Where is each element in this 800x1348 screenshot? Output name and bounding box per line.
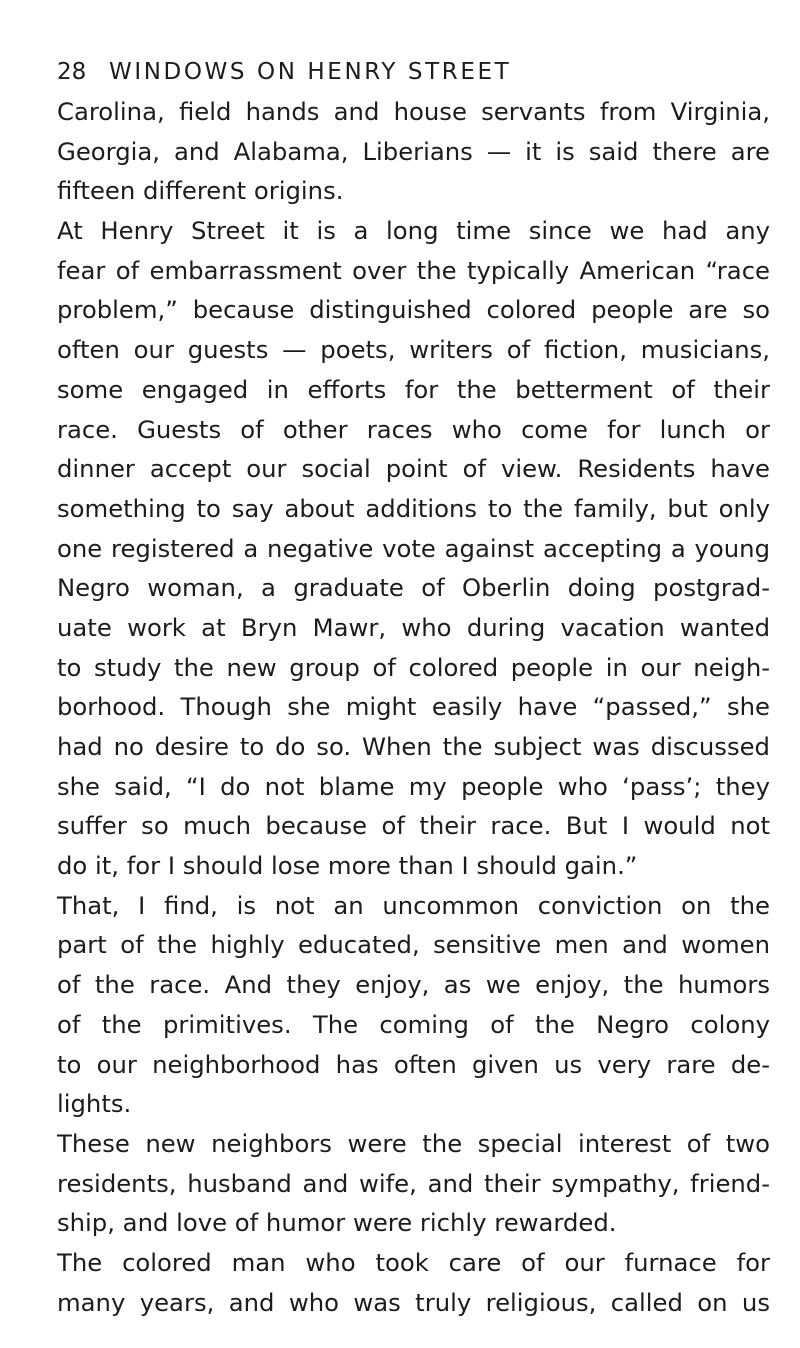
text-line: of the primitives. The coming of the Negro colony bbox=[57, 1009, 770, 1039]
text-line: borhood. Though she might easily have “passed,” she bbox=[57, 692, 770, 722]
text-line: suffer so much because of their race. But I would not bbox=[57, 811, 770, 841]
text-line: often our guests — poets, writers of fiction, musicians, bbox=[57, 335, 770, 365]
text-line: residents, husband and wife, and their sympathy, friend- bbox=[57, 1168, 770, 1198]
text-line: to study the new group of colored people in our neigh- bbox=[57, 652, 770, 682]
text-line: dinner accept our social point of view. Residents have bbox=[57, 454, 770, 484]
text-line: to our neighborhood has often given us very rare de- bbox=[57, 1049, 770, 1079]
text-line: of the race. And they enjoy, as we enjoy, the humors bbox=[57, 970, 770, 1000]
body-text bbox=[57, 92, 770, 1322]
text-line: one registered a negative vote against accepting a young bbox=[57, 533, 770, 563]
text-line: had no desire to do so. When the subject was discussed bbox=[57, 732, 770, 761]
text-line: Georgia, and Alabama, Liberians — it is said there are bbox=[57, 136, 770, 166]
text-line: part of the highly educated, sensitive men and women bbox=[57, 930, 770, 960]
running-head bbox=[57, 52, 770, 92]
text-line: fifteen different origins. bbox=[57, 176, 344, 206]
text-line: ship, and love of humor were richly rewarded. bbox=[57, 1208, 617, 1238]
text-line: These new neighbors were the special interest of two bbox=[57, 1128, 770, 1158]
text-line: fear of embarrassment over the typically American “race bbox=[57, 255, 770, 285]
text-line: At Henry Street it is a long time since we had any bbox=[57, 216, 770, 246]
text-line: lights. bbox=[57, 1089, 132, 1119]
text-line: uate work at Bryn Mawr, who during vacation wanted bbox=[57, 612, 770, 642]
book-page bbox=[57, 52, 770, 1322]
page-number: 28 bbox=[57, 59, 87, 85]
running-title: WINDOWS ON HENRY STREET bbox=[109, 59, 512, 85]
text-line: The colored man who took care of our furnace for bbox=[57, 1247, 770, 1277]
text-line: race. Guests of other races who come for lunch or bbox=[57, 414, 770, 444]
text-line: problem,” because distinguished colored people are so bbox=[57, 295, 770, 325]
text-line: some engaged in efforts for the betterment of their bbox=[57, 374, 770, 404]
text-line: Carolina, field hands and house servants from Virginia, bbox=[57, 97, 770, 126]
text-line: do it, for I should lose more than I should gain.” bbox=[57, 851, 638, 881]
text-line: many years, and who was truly religious, called on us bbox=[57, 1287, 770, 1317]
text-line: she said, “I do not blame my people who ‘pass’; they bbox=[57, 771, 770, 801]
text-line: something to say about additions to the family, but only bbox=[57, 493, 770, 523]
text-line: That, I find, is not an uncommon conviction on the bbox=[57, 890, 770, 920]
text-line: Negro woman, a graduate of Oberlin doing postgrad- bbox=[57, 573, 770, 603]
